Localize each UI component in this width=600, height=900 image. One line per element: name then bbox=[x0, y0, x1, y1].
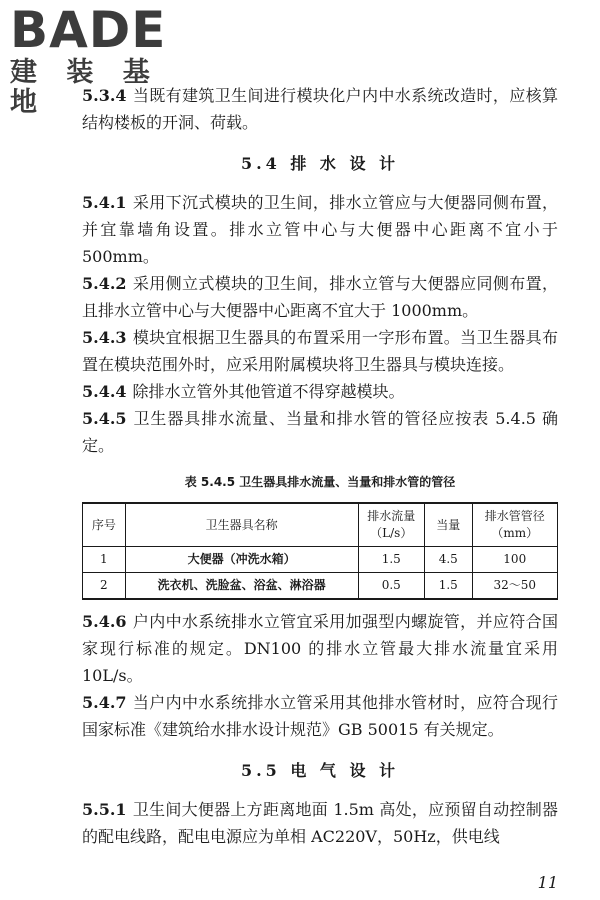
clause-text: 采用侧立式模块的卫生间，排水立管与大便器应同侧布置，且排水立管中心与大便器中心距离不宜大于 1000mm。 bbox=[82, 274, 558, 320]
section-heading-5-4: 5.4 排 水 设 计 bbox=[240, 154, 400, 173]
logo-brand: BADE bbox=[10, 1, 167, 59]
document-page bbox=[82, 82, 558, 850]
clause-number: 5.4.3 bbox=[82, 328, 127, 347]
clause-5-4-1 bbox=[82, 189, 558, 270]
cell-equivalent: 1.5 bbox=[425, 573, 473, 600]
clause-text: 采用下沉式模块的卫生间，排水立管应与大便器同侧布置，并宜靠墙角设置。排水立管中心与大便器中心距离不宜小于 500mm。 bbox=[82, 193, 558, 266]
col-header-index: 序号 bbox=[83, 503, 126, 547]
clause-number: 5.4.2 bbox=[82, 274, 127, 293]
cell-diameter: 100 bbox=[472, 547, 558, 573]
clause-5-4-5 bbox=[82, 405, 558, 459]
clause-text: 卫生器具排水流量、当量和排水管的管径应按表 5.4.5 确定。 bbox=[82, 409, 558, 455]
clause-5-4-6 bbox=[82, 608, 558, 689]
cell-flow: 1.5 bbox=[358, 547, 425, 573]
clause-text: 当户内中水系统排水立管采用其他排水管材时，应符合现行国家标准《建筑给水排水设计规范》GB 50015 有关规定。 bbox=[82, 693, 558, 739]
clause-5-3-4 bbox=[82, 82, 558, 136]
section-heading-5-5: 5.5 电 气 设 计 bbox=[240, 761, 400, 780]
clause-5-4-3 bbox=[82, 324, 558, 378]
table-row bbox=[83, 573, 558, 600]
cell-index: 2 bbox=[83, 573, 126, 600]
clause-number: 5.4.5 bbox=[82, 409, 127, 428]
table-row bbox=[83, 547, 558, 573]
col-header-equivalent: 当量 bbox=[425, 503, 473, 547]
cell-equivalent: 4.5 bbox=[425, 547, 473, 573]
clause-5-5-1 bbox=[82, 796, 558, 850]
col-header-diameter: 排水管管径 （mm） bbox=[472, 503, 558, 547]
clause-5-4-2 bbox=[82, 270, 558, 324]
col-header-fixture: 卫生器具名称 bbox=[125, 503, 358, 547]
clause-number: 5.4.6 bbox=[82, 612, 127, 631]
clause-text: 卫生间大便器上方距离地面 1.5m 高处，应预留自动控制器的配电线路，配电电源应为单相 AC220V，50Hz，供电线 bbox=[82, 800, 558, 846]
table-caption: 表 5.4.5 卫生器具排水流量、当量和排水管的管径 bbox=[184, 475, 456, 489]
cell-fixture: 大便器（冲洗水箱） bbox=[125, 547, 358, 573]
page-number: 11 bbox=[537, 873, 558, 892]
clause-number: 5.4.4 bbox=[82, 382, 127, 401]
col-header-flow: 排水流量 （L/s） bbox=[358, 503, 425, 547]
clause-text: 当既有建筑卫生间进行模块化户内中水系统改造时，应核算结构楼板的开洞、荷载。 bbox=[82, 86, 558, 132]
cell-fixture: 洗衣机、洗脸盆、浴盆、淋浴器 bbox=[125, 573, 358, 600]
cell-diameter: 32～50 bbox=[472, 573, 558, 600]
clause-text: 除排水立管外其他管道不得穿越模块。 bbox=[132, 382, 405, 401]
clause-number: 5.4.7 bbox=[82, 693, 127, 712]
clause-text: 模块宜根据卫生器具的布置采用一字形布置。当卫生器具布置在模块范围外时，应采用附属模块将卫生器具与模块连接。 bbox=[82, 328, 558, 374]
clause-number: 5.5.1 bbox=[82, 800, 127, 819]
cell-index: 1 bbox=[83, 547, 126, 573]
drainage-table bbox=[82, 502, 558, 600]
logo-subtitle: 建 装 基 地 bbox=[10, 57, 160, 118]
clause-number: 5.3.4 bbox=[82, 86, 127, 105]
clause-5-4-4 bbox=[82, 378, 558, 405]
clause-5-4-7 bbox=[82, 689, 558, 743]
table-header-row bbox=[83, 503, 558, 547]
cell-flow: 0.5 bbox=[358, 573, 425, 600]
clause-text: 户内中水系统排水立管宜采用加强型内螺旋管，并应符合国家现行标准的规定。DN100 的排水立管最大排水流量宜采用 10L/s。 bbox=[82, 612, 558, 685]
clause-number: 5.4.1 bbox=[82, 193, 127, 212]
